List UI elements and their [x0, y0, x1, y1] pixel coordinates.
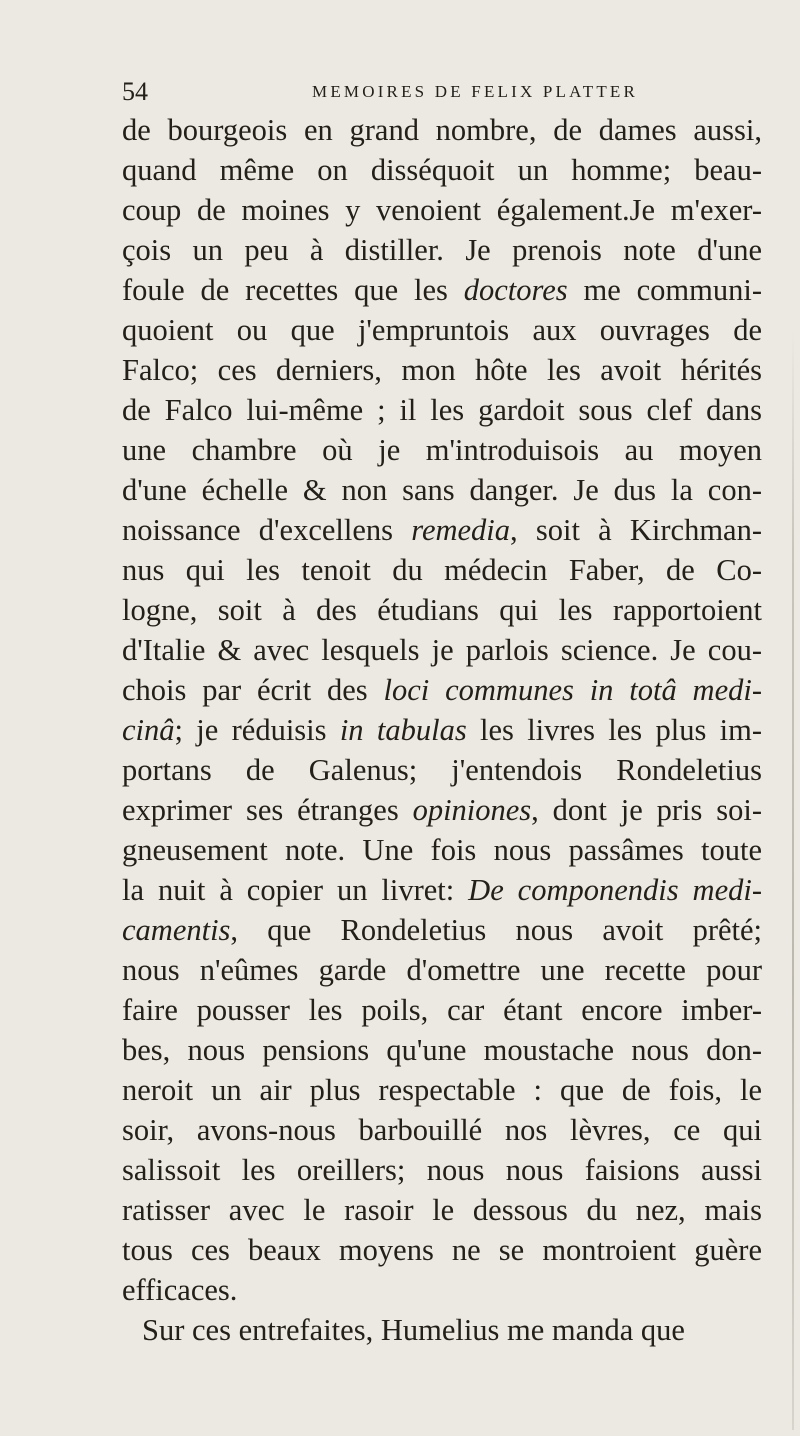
text-line	[122, 750, 762, 790]
text-line	[122, 870, 762, 910]
text-segment: une chambre où je m'introduisois au moyen	[122, 433, 762, 467]
page-number: 54	[122, 77, 148, 106]
text-line	[122, 270, 762, 310]
text-segment: tous ces beaux moyens ne se montroient guère	[122, 1233, 762, 1267]
text-line	[122, 1190, 762, 1230]
text-line	[122, 990, 762, 1030]
text-line	[122, 950, 762, 990]
text-segment: çois un peu à distiller. Je prenois note d'une	[122, 233, 762, 267]
text-line	[122, 190, 762, 230]
text-line	[122, 230, 762, 270]
text-segment: , que Rondeletius nous avoit prêté;	[230, 913, 762, 947]
text-segment: salissoit les oreillers; nous nous faisions aussi	[122, 1153, 762, 1187]
text-line	[122, 910, 762, 950]
text-segment: de Falco lui-même ; il les gardoit sous clef dans	[122, 393, 762, 427]
text-segment: , soit à Kirchman-	[510, 513, 763, 547]
text-segment: ; je réduisis	[174, 713, 340, 747]
text-line	[122, 670, 762, 710]
italic-text: cinâ	[122, 713, 175, 747]
text-line	[122, 350, 762, 390]
body-text	[122, 110, 762, 1350]
italic-text: opiniones	[412, 793, 532, 827]
text-line	[122, 710, 762, 750]
text-line	[122, 1310, 762, 1350]
text-segment: efficaces.	[122, 1273, 238, 1307]
text-segment: portans de Galenus; j'entendois Rondeletius	[122, 753, 762, 787]
text-segment: exprimer ses étranges	[122, 793, 413, 827]
text-line	[122, 790, 762, 830]
text-segment: quoient ou que j'empruntois aux ouvrages de	[122, 313, 762, 347]
text-segment: noissance d'excellens	[122, 513, 412, 547]
italic-text: doctores	[463, 273, 568, 307]
text-segment: neroit un air plus respectable : que de fois, le	[122, 1073, 762, 1107]
text-line	[122, 1270, 762, 1310]
text-segment: coup de moines y venoient également.Je m'exer-	[122, 193, 762, 227]
running-title: MEMOIRES DE FELIX PLATTER	[312, 82, 639, 101]
text-line	[122, 1230, 762, 1270]
text-segment: nous n'eûmes garde d'omettre une recette pour	[122, 953, 762, 987]
text-line	[122, 390, 762, 430]
text-line	[122, 430, 762, 470]
text-segment: quand même on disséquoit un homme; beau-	[122, 153, 762, 187]
text-segment: logne, soit à des étudians qui les rapportoient	[122, 593, 762, 627]
text-line	[122, 630, 762, 670]
text-line	[122, 830, 762, 870]
italic-text: camentis	[122, 913, 231, 947]
text-segment: ratisser avec le rasoir le dessous du nez, mais	[122, 1193, 762, 1227]
text-segment: chois par écrit des	[122, 673, 384, 707]
text-segment: la nuit à copier un livret:	[122, 873, 469, 907]
italic-text: in tabulas	[339, 713, 467, 747]
text-line	[122, 550, 762, 590]
page-header	[122, 77, 762, 106]
text-segment: gneusement note. Une fois nous passâmes toute	[122, 833, 762, 867]
text-line	[122, 1150, 762, 1190]
text-line	[122, 1070, 762, 1110]
text-segment: de bourgeois en grand nombre, de dames aussi,	[122, 113, 762, 147]
text-segment: , dont je pris soi-	[531, 793, 762, 827]
text-segment: bes, nous pensions qu'une moustache nous don-	[122, 1033, 762, 1067]
text-segment: d'une échelle & non sans danger. Je dus la con-	[122, 473, 762, 507]
italic-text: remedia	[411, 513, 511, 547]
text-segment: nus qui les tenoit du médecin Faber, de Co-	[122, 553, 762, 587]
text-line	[122, 510, 762, 550]
text-segment: me communi-	[567, 273, 762, 307]
text-segment: soir, avons-nous barbouillé nos lèvres, ce qui	[122, 1113, 762, 1147]
italic-text: loci communes in totâ medi-	[383, 673, 762, 707]
text-line	[122, 470, 762, 510]
text-line	[122, 1030, 762, 1070]
text-line	[122, 150, 762, 190]
text-segment: faire pousser les poils, car étant encore imber-	[122, 993, 762, 1027]
text-line	[122, 310, 762, 350]
text-segment: d'Italie & avec lesquels je parlois science. Je cou-	[122, 633, 762, 667]
text-segment: foule de recettes que les	[122, 273, 464, 307]
text-line	[122, 590, 762, 630]
italic-text: De componendis medi-	[468, 873, 762, 907]
text-line	[122, 110, 762, 150]
text-segment: Sur ces entrefaites, Humelius me manda que	[142, 1313, 685, 1347]
page-edge-shadow	[792, 330, 794, 1430]
text-line	[122, 1110, 762, 1150]
text-segment: Falco; ces derniers, mon hôte les avoit hérités	[122, 353, 762, 387]
text-segment: les livres les plus im-	[466, 713, 762, 747]
